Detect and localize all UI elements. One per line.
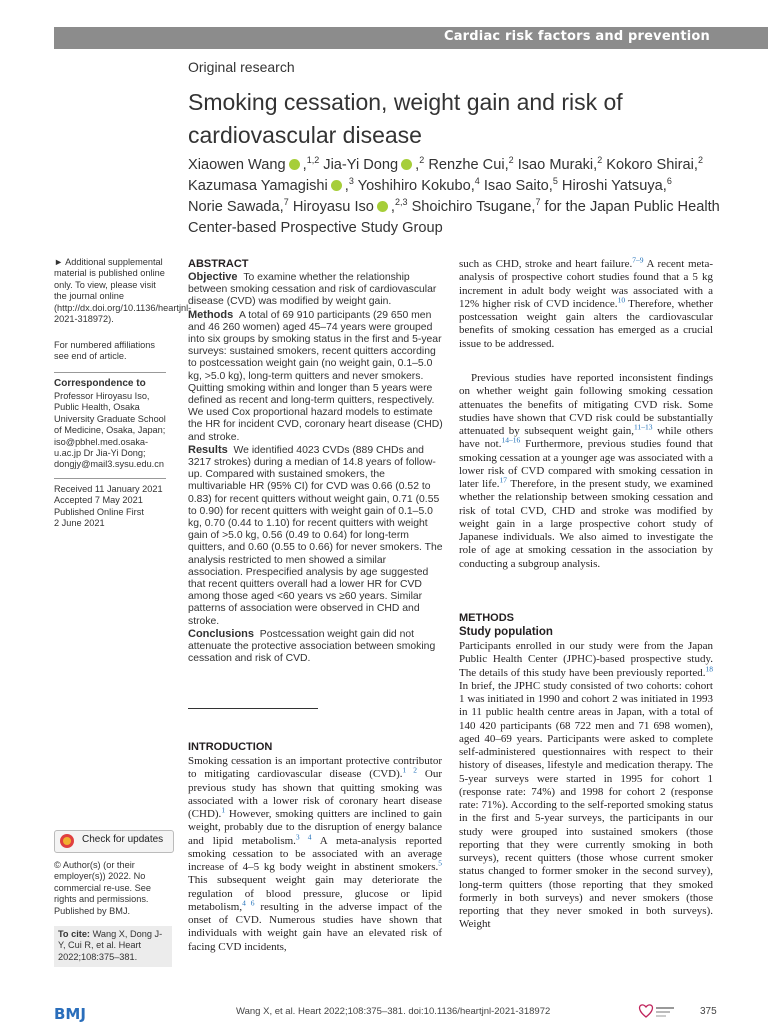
objective-text: To examine whether the relationship between smoking cessation and risk of cardiovascular disease (CVD) was modified by weight gain. <box>188 272 437 308</box>
affiliations-note: For numbered affiliations see end of article. <box>54 340 155 362</box>
section-title: Cardiac risk factors and prevention <box>443 29 710 44</box>
affiliation-sup: 2 <box>419 155 425 166</box>
orcid-icon[interactable] <box>377 201 388 212</box>
author-name: Isao Saito, <box>483 178 553 194</box>
reference-link[interactable]: 1 <box>221 805 226 815</box>
abstract-heading: ABSTRACT <box>188 258 249 270</box>
reference-link[interactable]: 14–16 <box>501 435 521 445</box>
orcid-icon[interactable] <box>289 159 300 170</box>
affiliation-sup: 7 <box>535 197 541 208</box>
author-name: Renzhe Cui, <box>428 157 509 173</box>
article-type: Original research <box>188 59 295 75</box>
author-name: Xiaowen Wang <box>188 157 286 173</box>
body-text: while others have not. <box>459 425 713 451</box>
introduction-heading: INTRODUCTION <box>188 741 273 753</box>
author-name: Jia-Yi Dong <box>323 157 399 173</box>
author-group: Center-based Prospective Study Group <box>188 220 443 236</box>
body-text: A recent meta-analysis of prospective cohort studies found that a 5 kg increment in adult body weight was associated with a 12% higher risk of CVD incidence. <box>459 258 713 310</box>
methods-label: Methods <box>188 308 234 321</box>
accepted-date: Accepted 7 May 2021 <box>54 495 143 506</box>
intro-text: However, smoking quitters are inclined to gain weight, probably due to the disruption of energy balance and lipid metabolism. <box>188 808 442 847</box>
intro-second-paragraph <box>459 372 713 571</box>
author-name: Norie Sawada, <box>188 199 284 215</box>
reference-link[interactable]: 5 <box>438 858 442 868</box>
body-text: Furthermore, previous studies found that smoking cessation at a younger age was associated with a lower risk of CVD compared with smoking cessation in later life. <box>459 438 713 490</box>
affiliation-sup: 2,3 <box>394 197 408 208</box>
methods-paragraph <box>459 640 713 932</box>
affiliation-sup: 2 <box>508 155 514 166</box>
citation-box <box>54 926 172 967</box>
footer-citation: Wang X, et al. Heart 2022;108:375–381. doi:10.1136/heartjnl-2021-318972 <box>236 1006 551 1017</box>
orcid-icon[interactable] <box>401 159 412 170</box>
affiliation-sup: 1,2 <box>306 155 320 166</box>
author-group: for the Japan Public Health <box>544 199 720 215</box>
affiliation-sup: 6 <box>666 176 672 187</box>
affiliation-sup: 7 <box>283 197 289 208</box>
received-date: Received 11 January 2021 <box>54 484 163 494</box>
conclusions-label: Conclusions <box>188 627 255 640</box>
check-for-updates-label: Check for updates <box>82 834 164 845</box>
reference-link[interactable]: 11–13 <box>634 422 653 432</box>
intro-continued-paragraph <box>459 255 713 351</box>
author-list: Xiaowen Wang ,$^{1,2}$ Jia-Yi Dong ,$^2$ Renzhe Cui,$^2$ Isao Muraki,$^2$ Kokoro Shirai,$^2$ Kazumasa Yamagishi ,$^3$ Yoshihiro Kokubo,$^4$ Isao Saito,$^5$ Hiroshi Yatsuya,$^6$ Norie Sawada,$^7$ Hiroyasu Iso ,$^{2,3}$ Shoichiro Tsugane,$^7$ for the Japan Public Health Center-based Prospective Study Group <box>188 155 720 236</box>
author-name: Isao Muraki, <box>517 157 598 173</box>
author-name: Kazumasa Yamagishi <box>188 178 328 194</box>
intro-text: Our previous study has shown that quitting smoking was associated with a lower risk of coronary heart disease (CHD). <box>188 768 443 820</box>
sidebar-divider <box>54 478 166 479</box>
author-name: Hiroyasu Iso <box>292 199 374 215</box>
bmj-logo: BMJ <box>54 1005 86 1023</box>
article-title: Smoking cessation, weight gain and risk of cardiovascular disease <box>188 89 623 148</box>
affiliation-sup: 2 <box>697 155 703 166</box>
correspondence-text: Professor Hiroyasu Iso, Public Health, Osaka University Graduate School of Medicine, Osaka, Japan; iso@pbhel.med.osaka-u.ac.jp Dr Jia-Yi Dong; dongjy@mail3.sysu.edu.cn <box>54 391 166 470</box>
conclusions-text: Postcessation weight gain did not attenuate the protective association between smoking cessation and risk of CVD. <box>188 628 436 665</box>
published-label: Published Online First <box>54 506 144 517</box>
author-name: Kokoro Shirai, <box>606 157 698 173</box>
study-population-heading: Study population <box>459 626 553 638</box>
reference-link[interactable]: 17 <box>499 475 508 485</box>
reference-link[interactable]: 3 4 <box>295 831 312 841</box>
body-text: Therefore, whether postcessation weight gain alters the cardiovascular benefits of smoking cessation has emerged as a crucial issue to be addressed. <box>459 297 713 350</box>
author-name: Shoichiro Tsugane, <box>411 199 536 215</box>
body-text: such as CHD, stroke and heart failure. <box>459 258 633 270</box>
intro-text: A meta-analysis reported smoking cessation to be associated with an average increase of 4–5 kg body weight in abstinent smokers. <box>188 834 442 873</box>
intro-text: Smoking cessation is an important protective contributor to mitigating cardiovascular disease (CVD). <box>188 755 442 781</box>
reference-link[interactable]: 10 <box>617 295 626 305</box>
body-text: In brief, the JPHC study consisted of two cohorts: cohort 1 was initiated in 1990 and cohort 2 was initiated in 1993 in 11 public health centre areas in Japan, with a total of 140 420 participants (68 722 men and 71 698 women), aged 40–69 years. Participants were asked to complete self-administered questionnaires with respect to their history of diseases, lifestyle and medication therapy. The 5-year surveys were started in 1995 for cohort 1 (response rate: 74%) and 1998 for cohort 2 (response rate: 71%). According to the self-reported smoking status in the first and 5-year surveys, the participants in our study were grouped into sustained smokers (those reporting that they were currently smoking in both surveys), recent quitters (those whose current smoker status changed to former smoker in the second survey), long-term quitters (those reporting that they smoked formerly in both surveys) and never smokers (those reporting that they never smoked in both surveys). Weight <box>459 679 713 931</box>
reference-link[interactable]: 1 2 <box>402 765 418 775</box>
reference-link[interactable]: 4 6 <box>242 898 255 908</box>
body-text: Therefore, in the present study, we examined whether the relationship between smoking cessation and risk of total CVD, CHD and stroke was modified by weight gain in a large prospective cohort study of Japanese individuals. We also aimed to investigate the role of age at smoking cessation in the association by conducting a subgroup analysis. <box>459 478 714 570</box>
results-text: We identified 4023 CVDs (889 CHDs and 3217 strokes) during a median of 14.8 years of follow-up. Compared with sustained smokers, the multivariable HR (95% CI) for CVD was 0.66 (0.52 to 0.83) for recent quitters without weight gain, 0.71 (0.55 to 0.90) for recent quitters with weight gain of 0.1–5.0 kg, 0.70 (0.44 to 1.10) for recent quitters with weight gain of >5.0 kg, 0.56 (0.49 to 0.64) for long-term quitters, and 0.60 (0.55 to 0.66) for never smokers. The analysis restricted to men showed a similar association. Prespecified analysis by age suggested that recent quitters overall had a lower HR for CVD among those aged <60 years vs ≥60 years. Similar patterns of association were observed in CHD and stroke. <box>188 444 443 627</box>
intro-text: This subsequent weight gain may deteriorate the regulation of blood pressure, glucose or lipid metabolism, <box>188 874 442 913</box>
methods-heading: METHODS <box>459 612 514 624</box>
check-for-updates-button[interactable] <box>54 830 174 853</box>
correspondence-heading: Correspondence to <box>54 378 146 389</box>
abstract-divider <box>188 708 318 709</box>
abstract-body <box>188 271 443 666</box>
objective-label: Objective <box>188 271 238 283</box>
cite-label: To cite: <box>58 929 90 939</box>
author-name: Hiroshi Yatsuya, <box>561 178 667 194</box>
affiliation-sup: 3 <box>348 176 354 187</box>
body-text: Participants enrolled in our study were from the Japan Public Health Center (JPHC)-based prospective study. The details of this study have been previously reported. <box>459 640 713 679</box>
body-text: Previous studies have reported inconsistent findings on whether weight gain following smoking cessation attenuates the benefits of mitigating CVD risk. Some studies have shown that CVD risk could be substantially attenuated by subsequent weight gain, <box>459 372 713 437</box>
article-dates <box>54 484 166 530</box>
orcid-icon[interactable] <box>331 180 342 191</box>
section-banner <box>54 27 768 49</box>
copyright-note: © Author(s) (or their employer(s)) 2022. No commercial re-use. See rights and permissions. Published by BMJ. <box>54 860 152 916</box>
heart-society-logo-icon <box>638 1002 678 1022</box>
results-label: Results <box>188 443 228 456</box>
reference-link[interactable]: 7–9 <box>632 255 644 265</box>
reference-link[interactable]: 18 <box>705 663 713 673</box>
crossmark-icon <box>60 834 74 848</box>
intro-text: resulting in the adverse impact of the onset of CVD. Numerous studies have shown that individuals with weight gain have an elevated risk of facing CVD incidents, <box>188 900 442 953</box>
methods-text: A total of 69 910 participants (29 650 men and 46 260 women) aged 45–74 years were grouped into six groups by smoking status in the first and 5-year surveys: sustained smokers, recent quitters according to postcessation weight gain (no weight gain, 0.1–5.0 kg, >5.0 kg), long-term quitters and never smokers. Quitting smoking within and longer than 5 years were defined as recent and long-term quitters, respectively. We used Cox proportional hazard models to estimate the HR for incident CVD, coronary heart disease (CHD) and stroke. <box>188 309 443 443</box>
supplemental-note: ► Additional supplemental material is published online only. To view, please visit the journal online (http://dx.doi.org/10.1136/heartjnl-2021-318972). <box>54 257 192 325</box>
cite-text: Wang X, Dong J-Y, Cui R, et al. Heart 2022;108:375–381. <box>58 929 163 962</box>
affiliation-sup: 2 <box>597 155 603 166</box>
affiliation-sup: 4 <box>474 176 480 187</box>
sidebar-divider <box>54 372 166 373</box>
introduction-paragraph <box>188 755 442 954</box>
affiliation-sup: 5 <box>552 176 558 187</box>
page-number: 375 <box>700 1006 717 1017</box>
published-date: 2 June 2021 <box>54 518 105 529</box>
author-name: Yoshihiro Kokubo, <box>357 178 475 194</box>
